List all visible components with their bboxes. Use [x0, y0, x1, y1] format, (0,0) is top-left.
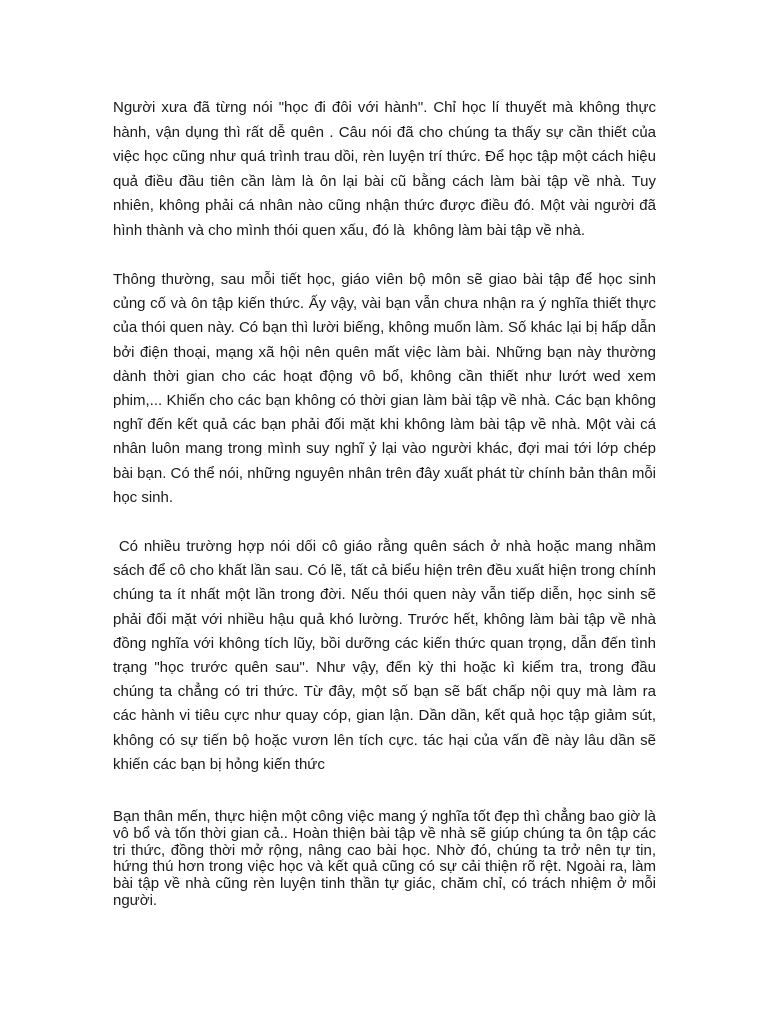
paragraph-conclusion: Bạn thân mến, thực hiện một công việc mang ý nghĩa tốt đẹp thì chẳng bao giờ là vô bổ và tốn thời gian cả.. Hoàn thiện bài tập về nhà sẽ giúp chúng ta ôn tập các tri thức, đồng thời mở rộng, nâng cao bài học. Nhờ đó, chúng ta trở nên tự tin, hứng thú hơn trong việc học và kết quả cũng có sự cải thiện rõ rệt. Ngoài ra, làm bài tập về nhà cũng rèn luyện tinh thần tự giác, chăm chỉ, có trách nhiệm ở mỗi người. — [113, 808, 661, 909]
paragraph-intro: Người xưa đã từng nói "học đi đôi với hành". Chỉ học lí thuyết mà không thực hành, vận dụng thì rất dễ quên . Câu nói đã cho chúng ta thấy sự cần thiết của việc học cũng như quá trình trau dồi, rèn luyện trí thức. Để học tập một cách hiệu quả điều đầu tiên cần làm là ôn lại bài cũ bằng cách làm bài tập về nhà. Tuy nhiên, không phải cá nhân nào cũng nhận thức được điều đó. Một vài người đã hình thành và cho mình thói quen xấu, đó là không làm bài tập về nhà. — [113, 99, 661, 239]
paragraph-causes: Thông thường, sau mỗi tiết học, giáo viên bộ môn sẽ giao bài tập để học sinh củng cố và ôn tập kiến thức. Ấy vậy, vài bạn vẫn chưa nhận ra ý nghĩa thiết thực của thói quen này. Có bạn thì lười biếng, không muốn làm. Số khác lại bị hấp dẫn bởi điện thoại, mạng xã hội nên quên mất việc làm bài. Những bạn này thường dành thời gian cho các hoạt động vô bổ, không cần thiết như lướt wed xem phim,... Khiến cho các bạn không có thời gian làm bài tập về nhà. Các bạn không nghĩ đến kết quả các bạn phải đối mặt khi không làm bài tập về nhà. Một vài cá nhân luôn mang trong mình suy nghĩ ỷ lại vào người khác, đợi mai tới lớp chép bài bạn. Có thể nói, những nguyên nhân trên đây xuất phát từ chính bản thân mỗi học sinh. — [113, 271, 661, 506]
paragraph-consequences: Có nhiều trường hợp nói dối cô giáo rằng quên sách ở nhà hoặc mang nhầm sách để cô cho khất lần sau. Có lẽ, tất cả biểu hiện trên đều xuất hiện trong chính chúng ta ít nhất một lần trong đời. Nếu thói quen này vẫn tiếp diễn, học sinh sẽ phải đối mặt với nhiều hậu quả khó lường. Trước hết, không làm bài tập về nhà đồng nghĩa với không tích lũy, bồi dưỡng các kiến thức quan trọng, dẫn đến tình trạng "học trước quên sau". Như vậy, đến kỳ thi hoặc kì kiểm tra, trong đầu chúng ta chẳng có tri thức. Từ đây, một số bạn sẽ bất chấp nội quy mà làm ra các hành vi tiêu cực như quay cóp, gian lận. Dần dần, kết quả học tập giảm sút, không có sự tiến bộ hoặc vươn lên tích cực. tác hại của vấn đề này lâu dần sẽ khiến các bạn bị hỏng kiến thức — [113, 538, 661, 773]
